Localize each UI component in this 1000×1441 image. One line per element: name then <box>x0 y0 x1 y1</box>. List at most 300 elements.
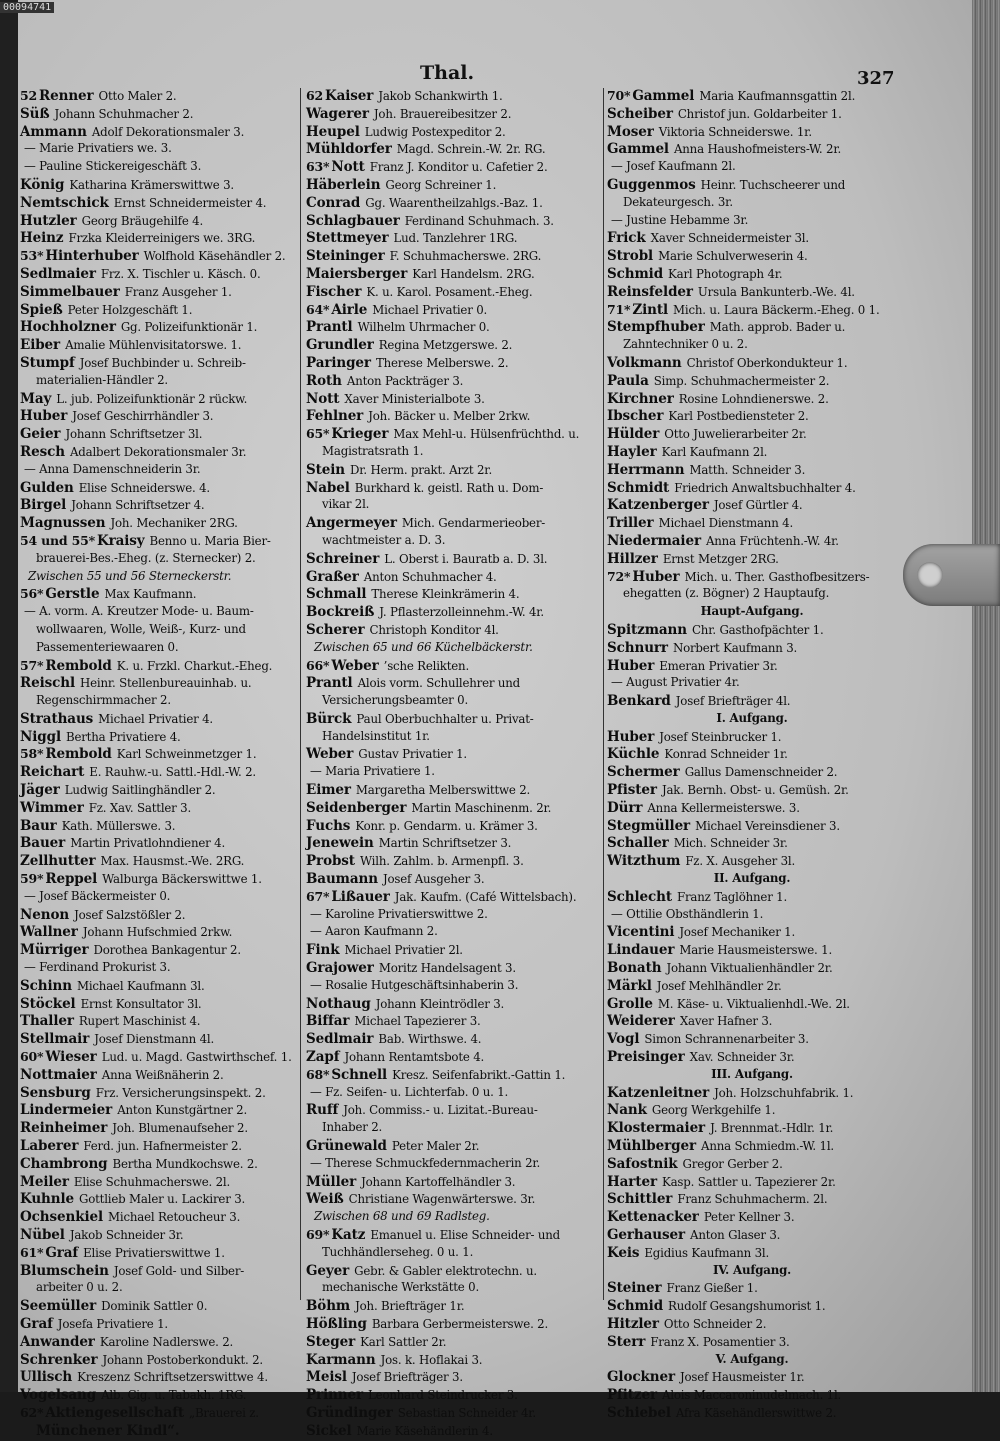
resident-details: Wolfhold Käsehändler 2. <box>143 249 286 264</box>
directory-entry <box>306 1085 600 1103</box>
directory-entry <box>607 1085 897 1103</box>
directory-entry <box>306 1120 600 1138</box>
directory-entry <box>306 1138 600 1156</box>
resident-name: Thaller <box>20 1013 74 1030</box>
resident-name: Steger <box>306 1333 356 1350</box>
resident-name: Prinner <box>306 1387 364 1404</box>
directory-entry <box>306 515 600 533</box>
resident-name: Hayler <box>607 443 657 460</box>
directory-entry <box>607 729 897 747</box>
resident-name: Weiderer <box>607 1013 675 1030</box>
resident-name: Geyer <box>306 1262 350 1279</box>
resident-details: Michael Privatier 4. <box>98 711 213 726</box>
directory-entry <box>306 978 600 996</box>
directory-entry <box>20 230 298 248</box>
directory-entry <box>20 586 298 604</box>
resident-name: Stumpf <box>20 354 75 371</box>
directory-entry <box>306 213 600 231</box>
resident-details: Ursula Bankunterb.-We. 4l. <box>697 284 855 299</box>
directory-entry <box>607 141 897 159</box>
directory-entry <box>607 1227 897 1245</box>
resident-details: Dekateurgesch. 3r. <box>623 194 733 209</box>
directory-entry <box>306 1049 600 1067</box>
directory-entry <box>20 818 298 836</box>
directory-entry <box>607 195 897 213</box>
directory-entry <box>306 88 600 106</box>
resident-name: Spitzmann <box>607 621 687 638</box>
directory-entry <box>306 907 600 925</box>
resident-details: Johann Kleintrödler 3. <box>375 996 505 1011</box>
resident-details: Gebr. & Gabler elektrotechn. u. <box>354 1263 537 1278</box>
resident-details: — Anna Damenschneiderin 3r. <box>24 461 201 476</box>
resident-details: Gregor Gerber 2. <box>682 1156 783 1171</box>
resident-name: Grünewald <box>306 1138 387 1155</box>
resident-details: Michael Privatier 0. <box>372 302 488 317</box>
section-heading <box>607 871 897 889</box>
resident-name: Bonath <box>607 960 662 977</box>
resident-details: K. u. Frzkl. Charkut.-Eheg. <box>116 658 273 673</box>
street-note <box>306 1209 600 1227</box>
resident-name: Nottmaier <box>20 1066 97 1083</box>
resident-details: — A. vorm. A. Kreutzer Mode- u. Baum- <box>24 604 254 619</box>
resident-details: Heinr. Tuchscheerer und <box>700 177 846 192</box>
resident-name: Dürr <box>607 799 643 816</box>
resident-details: Jakob Schneider 3r. <box>69 1228 184 1242</box>
resident-details: Alois Maccaroninudelmach. 1l. <box>662 1388 842 1403</box>
resident-name: Bockreiß <box>306 604 375 621</box>
resident-name: Kirchner <box>607 390 674 407</box>
directory-entry <box>20 1067 298 1085</box>
directory-entry <box>607 1013 897 1031</box>
resident-details: Ernst Metzger 2RG. <box>662 551 779 566</box>
resident-name: Küchle <box>607 746 660 763</box>
resident-details: Josef Salzstößler 2. <box>74 907 186 922</box>
resident-details: Paul Oberbuchhalter u. Privat- <box>356 711 534 726</box>
resident-name: Schmid <box>607 265 664 282</box>
resident-details: Josef Steinbrucker 1. <box>659 729 782 744</box>
resident-details: Ferdinand Schuhmach. 3. <box>404 213 554 228</box>
resident-details: — Josef Bäckermeister 0. <box>24 888 171 903</box>
resident-name: Hitzler <box>607 1315 659 1332</box>
directory-entry <box>20 337 298 355</box>
resident-details: Peter Maler 2r. <box>391 1139 480 1154</box>
resident-name: Weber <box>306 746 354 763</box>
directory-entry <box>20 1423 298 1441</box>
resident-details: Josefa Privatiere 1. <box>57 1316 168 1331</box>
directory-entry <box>607 675 897 693</box>
resident-details: Max Kaufmann. <box>104 587 197 602</box>
directory-entry <box>306 497 600 515</box>
resident-name: Märkl <box>607 977 652 994</box>
resident-name: Prantl <box>306 319 353 336</box>
resident-name: Conrad <box>306 194 361 211</box>
directory-entry <box>306 586 600 604</box>
directory-entry <box>607 1298 897 1316</box>
resident-name: Fischer <box>306 283 362 300</box>
house-number: 62 <box>306 88 323 103</box>
resident-details: Johann Rentamtsbote 4. <box>344 1050 485 1065</box>
directory-entry <box>607 907 897 925</box>
resident-name: Jenewein <box>306 835 374 852</box>
resident-name: Böhm <box>306 1298 351 1315</box>
resident-details: Emeran Privatier 3r. <box>659 658 778 673</box>
directory-entry <box>20 533 298 551</box>
directory-entry <box>20 996 298 1014</box>
directory-entry <box>306 408 600 426</box>
resident-details: Konr. p. Gendarm. u. Krämer 3. <box>355 818 538 833</box>
resident-name: Fink <box>306 942 340 959</box>
resident-name: Blumschein <box>20 1262 109 1279</box>
directory-entry <box>20 1049 298 1067</box>
house-number: 60* <box>20 1049 44 1065</box>
resident-details: vikar 2l. <box>322 497 370 512</box>
resident-details: Gustav Privatier 1. <box>358 747 467 762</box>
directory-entry <box>607 1120 897 1138</box>
page-number: 327 <box>857 68 895 89</box>
resident-details: Adalbert Dekorationsmaler 3r. <box>69 444 247 459</box>
resident-details: Marie Käsehändlerin 4. <box>356 1423 493 1438</box>
resident-details: Alois vorm. Schullehrer und <box>357 676 521 691</box>
resident-details: Norbert Kaufmann 3. <box>672 640 798 655</box>
resident-details: Konrad Schneider 1r. <box>664 747 788 762</box>
resident-details: Franz J. Konditor u. Cafetier 2. <box>369 160 548 175</box>
resident-details: Frzka Kleiderreinigers we. 3RG. <box>68 231 256 246</box>
resident-details: „Brauerei z. <box>189 1405 259 1420</box>
resident-details: Josef Briefträger 3. <box>351 1370 463 1385</box>
house-number: 54 und 55* <box>20 532 95 548</box>
resident-details: Franz Taglöhner 1. <box>676 889 788 904</box>
resident-name: Grolle <box>607 995 653 1012</box>
resident-name: Bauer <box>20 835 66 852</box>
directory-entry <box>20 1120 298 1138</box>
directory-entry <box>607 337 897 355</box>
directory-entry <box>607 942 897 960</box>
resident-details: Anton Packträger 3. <box>346 373 464 388</box>
directory-entry <box>20 782 298 800</box>
resident-name: Schnell <box>331 1066 388 1083</box>
resident-name: Schmid <box>607 1298 664 1315</box>
directory-entry <box>306 1067 600 1085</box>
resident-name: Volkmann <box>607 354 682 371</box>
page-title: Thal. <box>420 62 475 84</box>
directory-entry <box>20 1369 298 1387</box>
resident-details: — Aaron Kaufmann 2. <box>310 924 438 939</box>
directory-entry <box>607 355 897 373</box>
column-divider-1 <box>300 88 301 1300</box>
resident-details: Gg. Waarentheilzahlgs.-Baz. 1. <box>365 195 543 210</box>
resident-details: Karl Kaufmann 2l. <box>661 444 768 459</box>
resident-name: Wallner <box>20 924 78 941</box>
directory-entry <box>607 1387 897 1405</box>
resident-name: Steiner <box>607 1280 662 1297</box>
resident-details: Wilhelm Uhrmacher 0. <box>357 320 490 335</box>
directory-entry <box>20 835 298 853</box>
directory-entry <box>607 480 897 498</box>
resident-name: Katzenleitner <box>607 1084 710 1101</box>
resident-details: Karl Postbediensteter 2. <box>668 409 809 424</box>
resident-details: — Fz. Seifen- u. Lichterfab. 0 u. 1. <box>310 1084 509 1099</box>
resident-details: Maria Kaufmannsgattin 2l. <box>699 89 856 103</box>
resident-details: Christiane Wagenwärterswe. 3r. <box>348 1192 536 1207</box>
column-2 <box>306 88 600 1441</box>
directory-entry <box>607 586 897 604</box>
resident-name: Klostermaier <box>607 1120 706 1137</box>
directory-entry <box>607 1334 897 1352</box>
resident-name: König <box>20 176 65 193</box>
resident-details: Simon Schrannenarbeiter 3. <box>644 1032 809 1047</box>
resident-name: Geier <box>20 426 61 443</box>
resident-name: Sterr <box>607 1333 646 1350</box>
directory-entry <box>607 978 897 996</box>
resident-details: Johann Viktualienhändler 2r. <box>666 961 833 976</box>
resident-name: Hutzler <box>20 212 77 229</box>
resident-name: Niedermaier <box>607 532 701 549</box>
resident-name: Nott <box>331 159 365 176</box>
resident-name: Schiebel <box>607 1404 671 1421</box>
resident-name: Mühlberger <box>607 1138 696 1155</box>
resident-details: Peter Holzgeschäft 1. <box>67 302 193 317</box>
resident-name: Lindermeier <box>20 1102 113 1119</box>
resident-details: — Rosalie Hutgeschäftsinhaberin 3. <box>310 977 519 992</box>
directory-entry <box>306 1227 600 1245</box>
resident-details: Burkhard k. geistl. Rath u. Dom- <box>354 480 544 495</box>
resident-details: Josef Briefträger 4l. <box>675 694 791 709</box>
resident-details: Mich. u. Laura Bäckerm.-Eheg. 0 1. <box>673 302 880 317</box>
resident-name: Reinsfelder <box>607 283 693 300</box>
resident-name: Moser <box>607 123 654 140</box>
resident-details: Barbara Gerbermeisterswe. 2. <box>371 1316 549 1331</box>
resident-name: Scheiber <box>607 105 673 122</box>
resident-details: Lud. u. Magd. Gastwirthschef. 1. <box>101 1050 292 1065</box>
directory-entry <box>306 960 600 978</box>
resident-name: Rembold <box>45 746 112 763</box>
resident-details: Anton Kunstgärtner 2. <box>117 1103 248 1118</box>
directory-entry <box>306 337 600 355</box>
resident-details: mechanische Werkstätte 0. <box>322 1280 479 1295</box>
resident-details: Dominik Sattler 0. <box>101 1299 208 1314</box>
resident-details: Elise Schuhmacherswe. 2l. <box>73 1174 231 1189</box>
resident-name: Stempfhuber <box>607 319 705 336</box>
resident-name: Hochholzner <box>20 319 116 336</box>
directory-entry <box>20 551 298 569</box>
directory-entry <box>306 462 600 480</box>
directory-entry <box>306 373 600 391</box>
directory-entry <box>306 764 600 782</box>
resident-name: Lindauer <box>607 942 675 959</box>
resident-details: Josef Gürtler 4. <box>713 498 803 513</box>
resident-details: Kreszenz Schriftsetzerswittwe 4. <box>77 1370 268 1385</box>
resident-details: Dr. Herm. prakt. Arzt 2r. <box>350 462 493 477</box>
resident-name: Heupel <box>306 123 360 140</box>
directory-entry <box>306 1352 600 1370</box>
resident-details: Xav. Schneider 3r. <box>689 1050 795 1065</box>
resident-name: Schreiner <box>306 550 380 567</box>
resident-details: Bertha Privatiere 4. <box>65 729 181 744</box>
resident-name: Birgel <box>20 497 67 514</box>
directory-entry <box>20 177 298 195</box>
section-heading <box>607 1067 897 1085</box>
resident-details: Otto Schneider 2. <box>663 1316 767 1331</box>
resident-details: Michael Retoucheur 3. <box>108 1210 241 1225</box>
resident-name: Wagerer <box>306 105 369 122</box>
directory-entry <box>306 141 600 159</box>
resident-details: Ernst Konsultator 3l. <box>80 996 202 1011</box>
resident-name: Müller <box>306 1173 357 1190</box>
directory-entry <box>20 622 298 640</box>
directory-entry <box>20 871 298 889</box>
resident-name: Huber <box>20 408 68 425</box>
resident-details: Kath. Müllerswe. 3. <box>61 818 176 833</box>
resident-details: J. Brennmat.-Hdlr. 1r. <box>710 1121 834 1136</box>
directory-entry <box>607 1405 897 1423</box>
directory-entry <box>306 746 600 764</box>
directory-entry <box>607 693 897 711</box>
resident-name: Schlecht <box>607 888 672 905</box>
resident-details: Chr. Gasthofpächter 1. <box>691 622 824 637</box>
directory-entry <box>607 960 897 978</box>
resident-details: II. Aufgang. <box>713 871 791 886</box>
resident-name: Nenon <box>20 906 70 923</box>
resident-details: Lud. Tanzlehrer 1RG. <box>393 231 518 246</box>
resident-details: Anna Weißnäherin 2. <box>101 1067 224 1082</box>
directory-entry <box>306 1334 600 1352</box>
resident-details: Josef Mechaniker 1. <box>679 925 796 940</box>
directory-entry <box>20 515 298 533</box>
directory-entry <box>20 355 298 373</box>
directory-entry <box>306 391 600 409</box>
directory-entry <box>20 159 298 177</box>
resident-name: Eiber <box>20 337 61 354</box>
directory-entry <box>306 302 600 320</box>
resident-details: Johann Hufschmied 2rkw. <box>82 925 233 940</box>
directory-entry <box>20 1085 298 1103</box>
directory-entry <box>306 1174 600 1192</box>
resident-name: Preisinger <box>607 1049 685 1066</box>
house-number: 52 <box>20 88 37 103</box>
directory-entry <box>20 1191 298 1209</box>
directory-entry <box>607 764 897 782</box>
resident-name: Angermeyer <box>306 515 397 532</box>
resident-details: Fz. X. Ausgeher 3l. <box>685 854 796 869</box>
resident-name: Nothaug <box>306 995 371 1012</box>
directory-entry <box>20 1013 298 1031</box>
street-note <box>306 640 600 658</box>
resident-details: Versicherungsbeamter 0. <box>322 693 469 708</box>
resident-details: Jak. Kaufm. (Café Wittelsbach). <box>394 889 577 904</box>
resident-name: Nank <box>607 1102 647 1119</box>
directory-entry <box>607 782 897 800</box>
directory-entry <box>306 1013 600 1031</box>
resident-name: Grajower <box>306 960 374 977</box>
section-heading <box>607 1263 897 1281</box>
resident-details: — Pauline Stickereigeschäft 3. <box>24 159 202 174</box>
resident-details: Adolf Dekorationsmaler 3. <box>91 124 245 139</box>
directory-entry <box>306 924 600 942</box>
resident-name: Triller <box>607 515 654 532</box>
directory-entry <box>20 426 298 444</box>
directory-entry <box>607 373 897 391</box>
resident-details: Magistratsrath 1. <box>322 443 424 458</box>
resident-name: Baur <box>20 817 57 834</box>
resident-name: Scherer <box>306 621 365 638</box>
directory-entry <box>607 302 897 320</box>
resident-name: Fuchs <box>306 817 351 834</box>
resident-name: Karmann <box>306 1351 376 1368</box>
directory-entry <box>20 658 298 676</box>
directory-entry <box>20 1209 298 1227</box>
directory-entry <box>607 1191 897 1209</box>
resident-name: Paringer <box>306 354 371 371</box>
resident-name: Schinn <box>20 977 72 994</box>
resident-details: Rudolf Gesangshumorist 1. <box>668 1299 826 1314</box>
directory-entry <box>607 551 897 569</box>
resident-name: Katzenberger <box>607 497 709 514</box>
directory-entry <box>607 213 897 231</box>
resident-name: Vicentini <box>607 924 675 941</box>
resident-details: Johann Schuhmacher 2. <box>54 106 194 121</box>
directory-entry <box>20 141 298 159</box>
directory-entry <box>306 889 600 907</box>
resident-name: Weiß <box>306 1191 344 1208</box>
resident-name: Kraisy <box>96 532 145 549</box>
resident-name: Renner <box>39 88 94 104</box>
section-heading <box>607 711 897 729</box>
resident-name: Ochsenkiel <box>20 1209 103 1226</box>
resident-details: Gallus Damenschneider 2. <box>684 765 838 780</box>
resident-name: Probst <box>306 853 355 870</box>
resident-name: Ammann <box>20 123 87 140</box>
directory-entry <box>306 942 600 960</box>
house-number: 58* <box>20 746 44 762</box>
resident-name: Vogelsang <box>20 1387 97 1404</box>
directory-entry <box>607 533 897 551</box>
resident-details: Joh. Briefträger 1r. <box>355 1299 465 1314</box>
directory-entry <box>20 640 298 658</box>
directory-entry <box>20 1102 298 1120</box>
directory-entry <box>306 1245 600 1263</box>
resident-name: Schermer <box>607 764 680 781</box>
resident-details: Ferd. jun. Hafnermeister 2. <box>83 1139 242 1154</box>
directory-entry <box>20 248 298 266</box>
resident-details: — Marie Privatiers we. 3. <box>24 141 172 156</box>
directory-entry <box>306 835 600 853</box>
directory-entry <box>607 497 897 515</box>
resident-details: Josef Geschirrhändler 3. <box>72 409 214 424</box>
resident-details: Haupt-Aufgang. <box>700 604 804 619</box>
directory-entry <box>607 746 897 764</box>
resident-name: Schlagbauer <box>306 212 400 229</box>
resident-name: Seemüller <box>20 1298 97 1315</box>
resident-details: Otto Juwelierarbeiter 2r. <box>664 427 807 442</box>
resident-name: Ibscher <box>607 408 664 425</box>
resident-details: Leonhard Steindrucker 3. <box>368 1388 518 1403</box>
resident-name: Wimmer <box>20 799 84 816</box>
resident-details: Mich. Schneider 3r. <box>673 836 788 851</box>
resident-details: Gg. Polizeifunktionär 1. <box>120 320 258 335</box>
resident-details: Passementeriewaaren 0. <box>36 639 179 654</box>
resident-details: Tuchhändlerseheg. 0 u. 1. <box>322 1244 474 1259</box>
directory-entry <box>607 248 897 266</box>
resident-name: Gammel <box>607 141 669 158</box>
resident-name: Jäger <box>20 782 60 799</box>
resident-details: V. Aufgang. <box>715 1351 789 1366</box>
directory-entry <box>306 996 600 1014</box>
directory-entry <box>607 444 897 462</box>
resident-name: Sedlmair <box>306 1031 374 1048</box>
index-tab <box>903 544 1000 606</box>
resident-details: Josef Ausgeher 3. <box>382 872 485 887</box>
house-number: 59* <box>20 871 44 887</box>
